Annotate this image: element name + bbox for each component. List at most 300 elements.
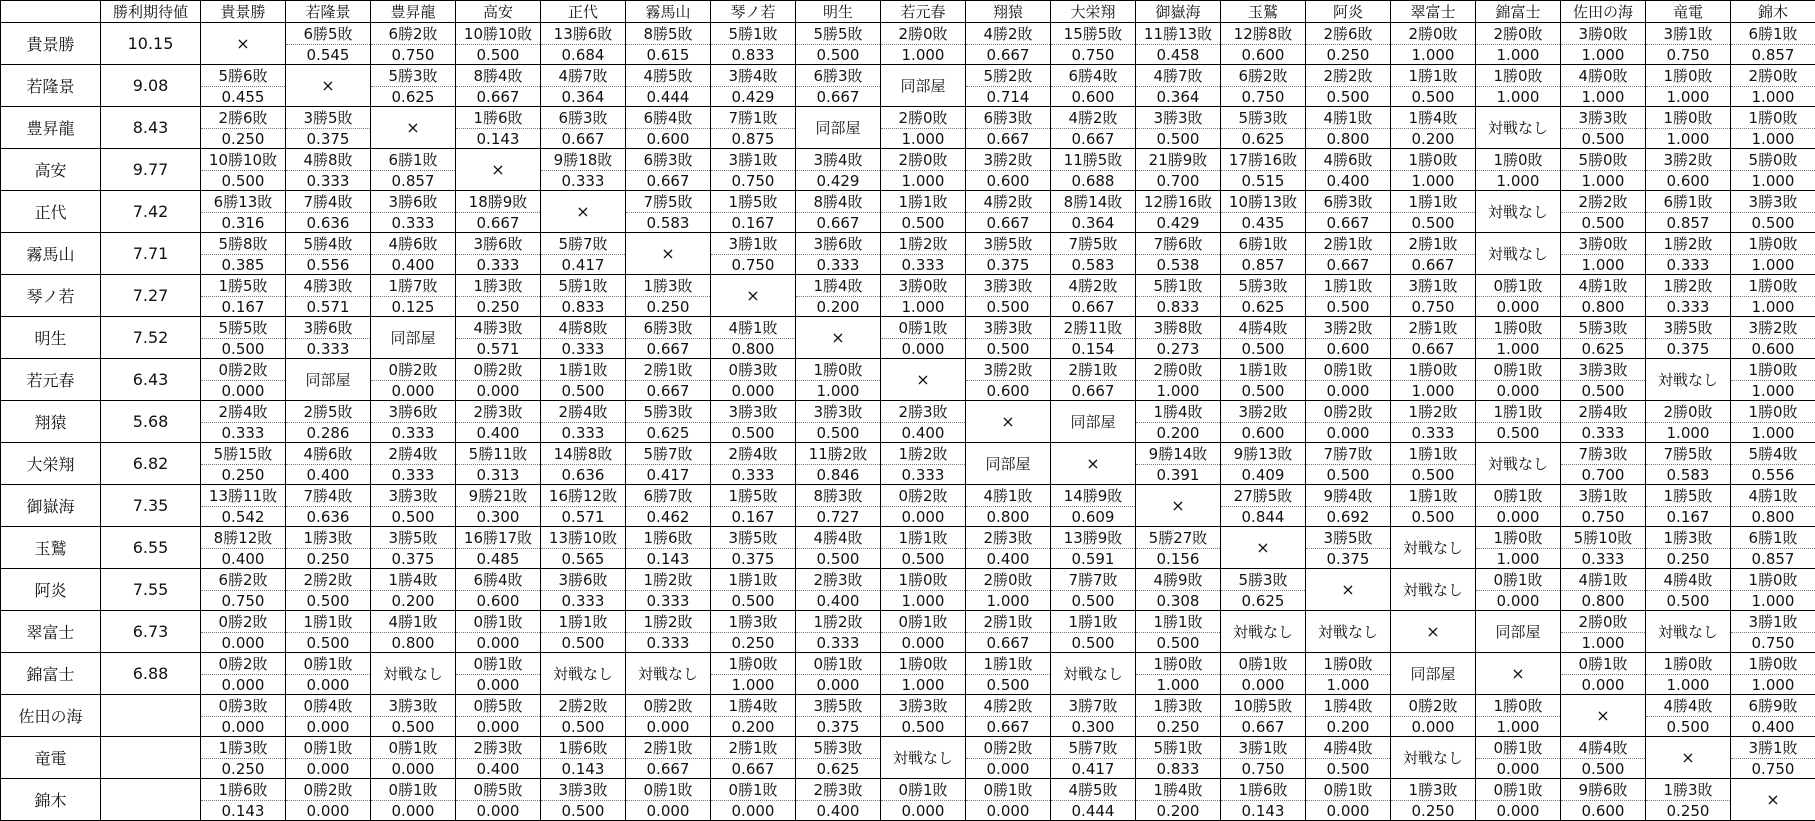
record-cell: 2勝2敗	[541, 695, 626, 717]
win-rate-cell: 0.000	[966, 801, 1051, 821]
win-rate-cell: 0.375	[1306, 549, 1391, 569]
table-row	[1, 401, 1815, 423]
record-cell: 3勝7敗	[1051, 695, 1136, 717]
win-rate-cell: 0.667	[966, 213, 1051, 233]
win-rate-cell: 0.333	[1561, 423, 1646, 443]
win-rate-cell: 1.000	[1476, 549, 1561, 569]
record-cell: 4勝4敗	[1646, 569, 1731, 591]
wrestler-name: 佐田の海	[1, 695, 101, 737]
table-row	[1, 591, 1815, 611]
self-match-cell: ×	[966, 401, 1051, 443]
record-cell: 1勝3敗	[1136, 695, 1221, 717]
record-cell: 5勝1敗	[711, 23, 796, 45]
win-rate-cell: 0.250	[201, 759, 286, 779]
win-rate-cell: 0.125	[371, 297, 456, 317]
record-cell: 13勝6敗	[541, 23, 626, 45]
record-cell: 5勝0敗	[1561, 149, 1646, 171]
wrestler-name: 大栄翔	[1, 443, 101, 485]
table-row	[1, 317, 1815, 339]
expected-wins-value: 7.52	[101, 317, 201, 359]
record-cell: 3勝3敗	[371, 485, 456, 507]
win-rate-cell: 0.667	[626, 171, 711, 191]
win-rate-cell: 0.750	[201, 591, 286, 611]
record-cell: 4勝7敗	[1136, 65, 1221, 87]
record-cell: 1勝1敗	[286, 611, 371, 633]
record-cell: 5勝27敗	[1136, 527, 1221, 549]
record-cell: 4勝1敗	[371, 611, 456, 633]
table-row	[1, 423, 1815, 443]
win-rate-cell: 0.273	[1136, 339, 1221, 359]
win-rate-cell: 0.375	[796, 717, 881, 737]
record-cell: 15勝5敗	[1051, 23, 1136, 45]
record-cell: 3勝5敗	[966, 233, 1051, 255]
wrestler-name: 明生	[1, 317, 101, 359]
win-rate-cell: 0.500	[1476, 423, 1561, 443]
win-rate-cell: 0.375	[286, 129, 371, 149]
win-rate-cell: 0.500	[881, 213, 966, 233]
win-rate-cell: 0.250	[1646, 801, 1731, 821]
record-cell: 2勝1敗	[1306, 233, 1391, 255]
win-rate-cell: 0.156	[1136, 549, 1221, 569]
record-cell: 3勝1敗	[1391, 275, 1476, 297]
table-row	[1, 171, 1815, 191]
win-rate-cell: 1.000	[1391, 381, 1476, 401]
no-match-cell: 対戦なし	[1051, 653, 1136, 695]
record-cell: 2勝0敗	[1391, 23, 1476, 45]
table-row	[1, 107, 1815, 129]
record-cell: 9勝21敗	[456, 485, 541, 507]
record-cell: 5勝11敗	[456, 443, 541, 465]
win-rate-cell: 0.600	[966, 381, 1051, 401]
expected-wins-value: 6.88	[101, 653, 201, 695]
record-cell: 2勝0敗	[881, 23, 966, 45]
record-cell: 18勝9敗	[456, 191, 541, 213]
record-cell: 2勝0敗	[881, 107, 966, 129]
win-rate-cell: 0.500	[1391, 213, 1476, 233]
record-cell: 3勝2敗	[1646, 149, 1731, 171]
record-cell: 10勝13敗	[1221, 191, 1306, 213]
win-rate-cell: 0.600	[1051, 87, 1136, 107]
record-cell: 4勝3敗	[286, 275, 371, 297]
win-rate-cell: 0.429	[796, 171, 881, 191]
win-rate-cell: 0.500	[1306, 759, 1391, 779]
win-rate-cell: 0.143	[541, 759, 626, 779]
record-cell: 2勝4敗	[371, 443, 456, 465]
win-rate-cell: 0.667	[456, 87, 541, 107]
win-rate-cell: 0.500	[1561, 213, 1646, 233]
win-rate-cell: 0.458	[1136, 45, 1221, 65]
self-match-cell: ×	[1646, 737, 1731, 779]
record-cell: 8勝3敗	[796, 485, 881, 507]
record-cell: 0勝5敗	[456, 779, 541, 801]
record-cell: 1勝1敗	[1476, 401, 1561, 423]
win-rate-cell: 0.846	[796, 465, 881, 485]
record-cell: 2勝11敗	[1051, 317, 1136, 339]
win-rate-cell: 0.000	[201, 633, 286, 653]
table-row	[1, 339, 1815, 359]
win-rate-cell: 0.500	[1221, 339, 1306, 359]
self-match-cell: ×	[371, 107, 456, 149]
win-rate-cell: 1.000	[1731, 591, 1815, 611]
win-rate-cell: 0.625	[1221, 591, 1306, 611]
win-rate-cell: 1.000	[1136, 675, 1221, 695]
win-rate-cell: 0.143	[626, 549, 711, 569]
win-rate-cell: 0.375	[711, 549, 796, 569]
win-rate-cell: 1.000	[1476, 171, 1561, 191]
table-row	[1, 23, 1815, 45]
same-stable-cell: 同部屋	[881, 65, 966, 107]
win-rate-cell: 0.667	[1051, 129, 1136, 149]
win-rate-cell: 0.844	[1221, 507, 1306, 527]
win-rate-cell: 1.000	[1561, 255, 1646, 275]
record-cell: 16勝17敗	[456, 527, 541, 549]
record-cell: 6勝3敗	[1306, 191, 1391, 213]
win-rate-cell: 0.545	[286, 45, 371, 65]
win-rate-cell: 0.500	[1391, 465, 1476, 485]
win-rate-cell: 0.500	[541, 717, 626, 737]
win-rate-cell: 0.000	[1306, 423, 1391, 443]
win-rate-cell: 0.316	[201, 213, 286, 233]
win-rate-cell: 0.625	[371, 87, 456, 107]
win-rate-cell: 0.800	[1561, 297, 1646, 317]
record-cell: 2勝6敗	[201, 107, 286, 129]
table-row	[1, 569, 1815, 591]
win-rate-cell: 1.000	[966, 591, 1051, 611]
record-cell: 0勝1敗	[881, 317, 966, 339]
win-rate-cell: 0.571	[541, 507, 626, 527]
record-cell: 2勝4敗	[1561, 401, 1646, 423]
record-cell: 2勝2敗	[1561, 191, 1646, 213]
record-cell: 8勝5敗	[626, 23, 711, 45]
win-rate-cell: 0.400	[286, 465, 371, 485]
record-cell: 3勝3敗	[541, 779, 626, 801]
win-rate-cell: 0.000	[201, 675, 286, 695]
record-cell: 3勝6敗	[456, 233, 541, 255]
win-rate-cell: 0.750	[1221, 87, 1306, 107]
wrestler-name: 翔猿	[1, 401, 101, 443]
record-cell: 14勝9敗	[1051, 485, 1136, 507]
record-cell: 4勝0敗	[1561, 65, 1646, 87]
record-cell: 2勝4敗	[711, 443, 796, 465]
win-rate-cell: 1.000	[1731, 381, 1815, 401]
win-rate-cell: 0.500	[1306, 297, 1391, 317]
expected-wins-value: 5.68	[101, 401, 201, 443]
win-rate-cell: 0.250	[711, 633, 796, 653]
win-rate-cell: 0.400	[1306, 171, 1391, 191]
win-rate-cell: 0.500	[1136, 129, 1221, 149]
win-rate-cell: 0.000	[286, 717, 371, 737]
record-cell: 1勝4敗	[371, 569, 456, 591]
win-rate-cell: 0.600	[456, 591, 541, 611]
record-cell: 1勝0敗	[1476, 149, 1561, 171]
win-rate-cell: 0.500	[711, 423, 796, 443]
win-rate-cell: 0.250	[1391, 801, 1476, 821]
win-rate-cell: 0.857	[1731, 549, 1815, 569]
record-cell: 7勝6敗	[1136, 233, 1221, 255]
win-rate-cell: 0.542	[201, 507, 286, 527]
expected-wins-value: 7.42	[101, 191, 201, 233]
corner-cell	[1, 1, 101, 23]
win-rate-cell: 0.667	[796, 87, 881, 107]
record-cell: 4勝9敗	[1136, 569, 1221, 591]
record-cell: 2勝0敗	[881, 149, 966, 171]
expected-wins-value: 9.77	[101, 149, 201, 191]
record-cell: 1勝0敗	[1646, 107, 1731, 129]
win-rate-cell: 0.333	[371, 465, 456, 485]
record-cell: 6勝2敗	[1221, 65, 1306, 87]
win-rate-cell: 0.444	[626, 87, 711, 107]
record-cell: 1勝1敗	[541, 611, 626, 633]
wrestler-name: 阿炎	[1, 569, 101, 611]
win-rate-cell: 0.333	[796, 633, 881, 653]
expected-wins-value	[101, 737, 201, 779]
record-cell: 1勝5敗	[201, 275, 286, 297]
record-cell: 1勝6敗	[201, 779, 286, 801]
win-rate-cell: 0.333	[541, 171, 626, 191]
record-cell: 1勝2敗	[626, 569, 711, 591]
no-match-cell: 対戦なし	[1221, 611, 1306, 653]
record-cell: 1勝4敗	[1136, 779, 1221, 801]
win-rate-cell: 0.556	[1731, 465, 1815, 485]
table-row	[1, 485, 1815, 507]
win-rate-cell: 0.000	[371, 801, 456, 821]
win-rate-cell: 0.500	[966, 297, 1051, 317]
win-rate-cell: 0.333	[371, 213, 456, 233]
record-cell: 7勝1敗	[711, 107, 796, 129]
record-cell: 3勝1敗	[1561, 485, 1646, 507]
record-cell: 12勝16敗	[1136, 191, 1221, 213]
record-cell: 4勝2敗	[966, 191, 1051, 213]
record-cell: 5勝0敗	[1731, 149, 1815, 171]
expected-wins-value: 7.71	[101, 233, 201, 275]
win-rate-cell: 0.435	[1221, 213, 1306, 233]
win-rate-cell: 0.500	[371, 507, 456, 527]
win-rate-cell: 0.857	[1221, 255, 1306, 275]
record-cell: 5勝3敗	[371, 65, 456, 87]
win-rate-cell: 0.200	[1306, 717, 1391, 737]
self-match-cell: ×	[456, 149, 541, 191]
record-cell: 1勝1敗	[541, 359, 626, 381]
record-cell: 6勝13敗	[201, 191, 286, 213]
record-cell: 2勝3敗	[456, 737, 541, 759]
expected-wins-value: 10.15	[101, 23, 201, 65]
win-rate-cell: 0.833	[1136, 297, 1221, 317]
record-cell: 3勝2敗	[1306, 317, 1391, 339]
win-rate-cell: 1.000	[1391, 171, 1476, 191]
record-cell: 3勝0敗	[1561, 233, 1646, 255]
win-rate-cell: 0.500	[796, 549, 881, 569]
record-cell: 0勝2敗	[201, 653, 286, 675]
record-cell: 2勝1敗	[1391, 233, 1476, 255]
win-rate-cell: 0.625	[796, 759, 881, 779]
same-stable-cell: 同部屋	[1051, 401, 1136, 443]
record-cell: 0勝1敗	[881, 779, 966, 801]
record-cell: 1勝1敗	[1136, 611, 1221, 633]
record-cell: 4勝2敗	[1051, 275, 1136, 297]
win-rate-cell: 0.250	[286, 549, 371, 569]
record-cell: 4勝4敗	[1221, 317, 1306, 339]
win-rate-cell: 0.500	[966, 339, 1051, 359]
record-cell: 3勝1敗	[1646, 23, 1731, 45]
record-cell: 4勝7敗	[541, 65, 626, 87]
record-cell: 0勝1敗	[1306, 359, 1391, 381]
record-cell: 5勝3敗	[1221, 275, 1306, 297]
win-rate-cell: 0.800	[1306, 129, 1391, 149]
record-cell: 3勝3敗	[966, 317, 1051, 339]
same-stable-cell: 同部屋	[371, 317, 456, 359]
record-cell: 2勝3敗	[456, 401, 541, 423]
record-cell: 5勝7敗	[1051, 737, 1136, 759]
win-rate-cell: 0.000	[711, 801, 796, 821]
table-row	[1, 695, 1815, 717]
record-cell: 3勝1敗	[711, 233, 796, 255]
win-rate-cell: 0.800	[711, 339, 796, 359]
record-cell: 4勝1敗	[1561, 569, 1646, 591]
win-rate-cell: 0.500	[1306, 87, 1391, 107]
record-cell: 1勝4敗	[1391, 107, 1476, 129]
win-rate-cell: 0.500	[286, 633, 371, 653]
record-cell: 4勝6敗	[1306, 149, 1391, 171]
win-rate-cell: 0.333	[626, 591, 711, 611]
win-rate-cell: 0.667	[1221, 717, 1306, 737]
record-cell: 0勝1敗	[1306, 779, 1391, 801]
win-rate-cell: 0.000	[1476, 759, 1561, 779]
record-cell: 1勝0敗	[1306, 653, 1391, 675]
win-rate-cell: 1.000	[1561, 171, 1646, 191]
record-cell: 6勝9敗	[1731, 695, 1815, 717]
record-cell: 6勝7敗	[626, 485, 711, 507]
win-rate-cell: 0.000	[201, 381, 286, 401]
record-cell: 0勝2敗	[371, 359, 456, 381]
win-rate-cell: 0.625	[1221, 297, 1306, 317]
win-rate-cell: 0.000	[1391, 717, 1476, 737]
win-rate-cell: 0.000	[456, 717, 541, 737]
record-cell: 3勝5敗	[796, 695, 881, 717]
record-cell: 1勝2敗	[626, 611, 711, 633]
record-cell: 0勝1敗	[1476, 359, 1561, 381]
self-match-cell: ×	[1306, 569, 1391, 611]
win-rate-cell: 0.500	[881, 549, 966, 569]
no-match-cell: 対戦なし	[1391, 737, 1476, 779]
expected-wins-value: 6.55	[101, 527, 201, 569]
record-cell: 3勝3敗	[711, 401, 796, 423]
record-cell: 1勝2敗	[796, 611, 881, 633]
record-cell: 4勝1敗	[1731, 485, 1815, 507]
record-cell: 1勝5敗	[711, 485, 796, 507]
record-cell: 3勝6敗	[541, 569, 626, 591]
record-cell: 2勝6敗	[1306, 23, 1391, 45]
win-rate-cell: 0.000	[286, 801, 371, 821]
win-rate-cell: 0.417	[541, 255, 626, 275]
record-cell: 1勝6敗	[626, 527, 711, 549]
record-cell: 4勝4敗	[1306, 737, 1391, 759]
record-cell: 0勝3敗	[201, 695, 286, 717]
record-cell: 4勝4敗	[1646, 695, 1731, 717]
record-cell: 0勝5敗	[456, 695, 541, 717]
record-cell: 0勝3敗	[711, 359, 796, 381]
self-match-cell: ×	[711, 275, 796, 317]
win-rate-cell: 0.600	[1561, 801, 1646, 821]
no-match-cell: 対戦なし	[1391, 527, 1476, 569]
record-cell: 5勝10敗	[1561, 527, 1646, 549]
record-cell: 6勝3敗	[541, 107, 626, 129]
win-rate-cell: 0.300	[456, 507, 541, 527]
win-rate-cell: 0.667	[1391, 255, 1476, 275]
win-rate-cell: 0.833	[1136, 759, 1221, 779]
record-cell: 1勝5敗	[1646, 485, 1731, 507]
same-stable-cell: 同部屋	[286, 359, 371, 401]
win-rate-cell: 0.200	[796, 297, 881, 317]
win-rate-cell: 0.500	[796, 423, 881, 443]
record-cell: 1勝1敗	[1391, 191, 1476, 213]
win-rate-cell: 1.000	[1731, 297, 1815, 317]
win-rate-cell: 0.667	[456, 213, 541, 233]
wrestler-name: 高安	[1, 149, 101, 191]
record-cell: 21勝9敗	[1136, 149, 1221, 171]
win-rate-cell: 0.200	[1136, 801, 1221, 821]
record-cell: 10勝5敗	[1221, 695, 1306, 717]
no-match-cell: 対戦なし	[1476, 443, 1561, 485]
record-cell: 1勝0敗	[1646, 653, 1731, 675]
same-stable-cell: 同部屋	[966, 443, 1051, 485]
win-rate-cell: 1.000	[1136, 381, 1221, 401]
record-cell: 2勝3敗	[881, 401, 966, 423]
record-cell: 0勝1敗	[456, 611, 541, 633]
record-cell: 6勝4敗	[1051, 65, 1136, 87]
win-rate-cell: 0.143	[1221, 801, 1306, 821]
win-rate-cell: 0.286	[286, 423, 371, 443]
table-row	[1, 359, 1815, 381]
record-cell: 6勝2敗	[201, 569, 286, 591]
record-cell: 0勝1敗	[371, 737, 456, 759]
win-rate-cell: 1.000	[1306, 675, 1391, 695]
win-rate-cell: 0.500	[541, 801, 626, 821]
record-cell: 2勝3敗	[796, 569, 881, 591]
record-cell: 5勝3敗	[796, 737, 881, 759]
record-cell: 2勝0敗	[966, 569, 1051, 591]
record-cell: 2勝3敗	[966, 527, 1051, 549]
self-match-cell: ×	[1391, 611, 1476, 653]
record-cell: 1勝0敗	[711, 653, 796, 675]
wrestler-name: 霧馬山	[1, 233, 101, 275]
wrestler-name: 翠富士	[1, 611, 101, 653]
win-rate-cell: 0.500	[201, 171, 286, 191]
table-row	[1, 611, 1815, 633]
record-cell: 0勝4敗	[286, 695, 371, 717]
table-row	[1, 527, 1815, 549]
self-match-cell: ×	[796, 317, 881, 359]
record-cell: 2勝2敗	[1306, 65, 1391, 87]
record-cell: 3勝6敗	[796, 233, 881, 255]
record-cell: 5勝6敗	[201, 65, 286, 87]
record-cell: 1勝4敗	[711, 695, 796, 717]
record-cell: 1勝0敗	[1731, 275, 1815, 297]
record-cell: 1勝0敗	[1136, 653, 1221, 675]
win-rate-cell: 0.143	[201, 801, 286, 821]
record-cell: 2勝3敗	[796, 779, 881, 801]
record-cell: 2勝1敗	[626, 737, 711, 759]
win-rate-cell: 0.667	[966, 717, 1051, 737]
record-cell: 4勝1敗	[966, 485, 1051, 507]
record-cell: 0勝2敗	[1391, 695, 1476, 717]
record-cell: 9勝4敗	[1306, 485, 1391, 507]
win-rate-cell: 0.000	[881, 633, 966, 653]
record-cell: 6勝1敗	[1731, 23, 1815, 45]
table-row	[1, 149, 1815, 171]
win-rate-cell: 0.333	[541, 591, 626, 611]
win-rate-cell: 0.500	[1051, 633, 1136, 653]
expected-wins-value: 7.55	[101, 569, 201, 611]
